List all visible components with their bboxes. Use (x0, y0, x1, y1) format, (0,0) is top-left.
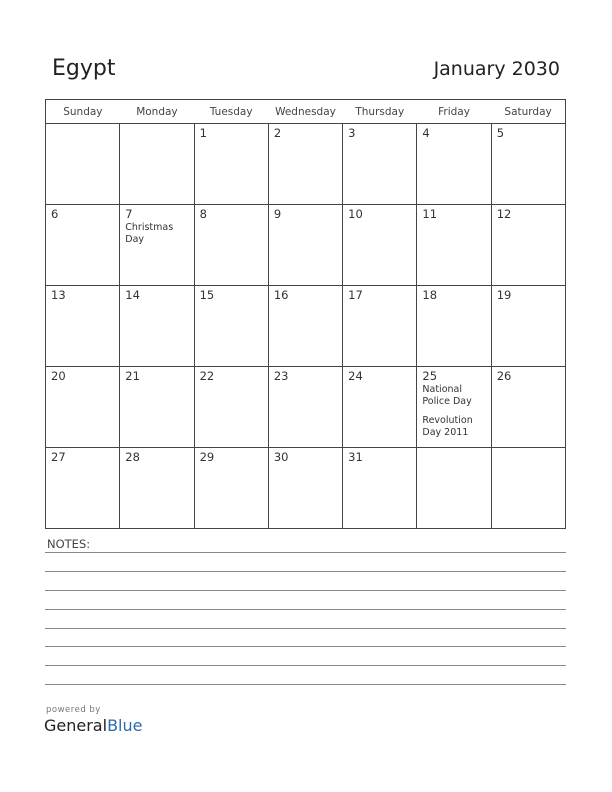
day-cell (417, 205, 491, 286)
day-cell (343, 286, 417, 367)
week-row (46, 205, 566, 286)
day-cell (417, 448, 491, 529)
notes-line (45, 646, 566, 647)
day-number: 20 (51, 369, 66, 383)
day-cell (343, 367, 417, 448)
day-cell (46, 124, 120, 205)
day-cell (268, 205, 342, 286)
weekday-sunday: Sunday (46, 100, 120, 124)
weekday-tuesday: Tuesday (194, 100, 268, 124)
day-number: 19 (496, 288, 512, 302)
day-cell (268, 448, 342, 529)
day-cell (46, 286, 120, 367)
day-number: 21 (125, 369, 140, 383)
day-cell (120, 286, 194, 367)
day-cell (343, 205, 417, 286)
day-cell (46, 448, 120, 529)
day-number: 9 (273, 207, 282, 221)
day-number: 23 (273, 369, 289, 383)
day-number: 11 (422, 207, 438, 221)
week-row (46, 367, 566, 448)
day-number: 12 (496, 207, 512, 221)
day-cell (491, 124, 565, 205)
week-row (46, 124, 566, 205)
day-number: 14 (125, 288, 140, 302)
day-cell (268, 124, 342, 205)
day-cell (46, 367, 120, 448)
country-title: Egypt (52, 56, 116, 81)
day-number: 24 (348, 369, 363, 383)
day-cell (343, 448, 417, 529)
day-cell (194, 367, 268, 448)
notes-line (45, 609, 566, 610)
day-number: 29 (199, 450, 215, 464)
day-cell (120, 124, 194, 205)
day-cell (491, 286, 565, 367)
weekday-saturday: Saturday (491, 100, 565, 124)
week-row (46, 448, 566, 529)
day-number: 22 (199, 369, 215, 383)
notes-line (45, 665, 566, 666)
day-cell (417, 367, 491, 448)
day-cell (120, 367, 194, 448)
day-cell (491, 448, 565, 529)
day-cell (194, 448, 268, 529)
weekday-header-row (46, 100, 566, 124)
day-number: 4 (422, 126, 430, 140)
day-number: 6 (51, 207, 59, 221)
day-cell (417, 124, 491, 205)
notes-line (45, 552, 566, 553)
day-cell (194, 124, 268, 205)
notes-line (45, 590, 566, 591)
weekday-friday: Friday (417, 100, 491, 124)
day-number: 31 (348, 450, 363, 464)
powered-by-text: powered by (46, 705, 101, 715)
notes-line (45, 571, 566, 572)
day-number: 5 (496, 126, 505, 140)
notes-line (45, 628, 566, 629)
day-number: 28 (125, 450, 140, 464)
day-cell (120, 205, 194, 286)
brand-general: General (44, 716, 108, 735)
day-cell (491, 205, 565, 286)
day-cell (417, 286, 491, 367)
day-number: 25 (422, 369, 438, 383)
notes-line (45, 684, 566, 685)
day-number: 1 (199, 126, 207, 140)
day-number: 15 (199, 288, 215, 302)
month-title: January 2030 (433, 58, 560, 80)
weekday-monday: Monday (120, 100, 194, 124)
day-cell (268, 286, 342, 367)
day-number: 3 (348, 126, 356, 140)
calendar-grid (45, 99, 566, 529)
day-cell (194, 286, 268, 367)
day-cell (268, 367, 342, 448)
notes-label: NOTES: (47, 537, 91, 551)
weekday-wednesday: Wednesday (268, 100, 342, 124)
day-cell (46, 205, 120, 286)
day-number: 10 (348, 207, 363, 221)
weekday-thursday: Thursday (343, 100, 417, 124)
holiday-label: Revolution Day 2011 (422, 415, 473, 438)
day-cell (343, 124, 417, 205)
day-cell (491, 367, 565, 448)
day-number: 18 (422, 288, 438, 302)
brand-blue: Blue (107, 716, 143, 735)
day-number: 13 (51, 288, 66, 302)
day-number: 17 (348, 288, 363, 302)
day-number: 30 (273, 450, 289, 464)
day-number: 7 (125, 207, 133, 221)
day-number: 16 (273, 288, 289, 302)
day-cell (194, 205, 268, 286)
holiday-label: National Police Day (422, 384, 472, 407)
day-number: 26 (496, 369, 512, 383)
day-number: 27 (51, 450, 66, 464)
day-number: 8 (199, 207, 207, 221)
calendar-weeks (46, 124, 566, 529)
week-row (46, 286, 566, 367)
day-cell (120, 448, 194, 529)
day-number: 2 (273, 126, 282, 140)
holiday-label: Christmas Day (125, 222, 174, 245)
generalblue-logo (44, 716, 142, 735)
